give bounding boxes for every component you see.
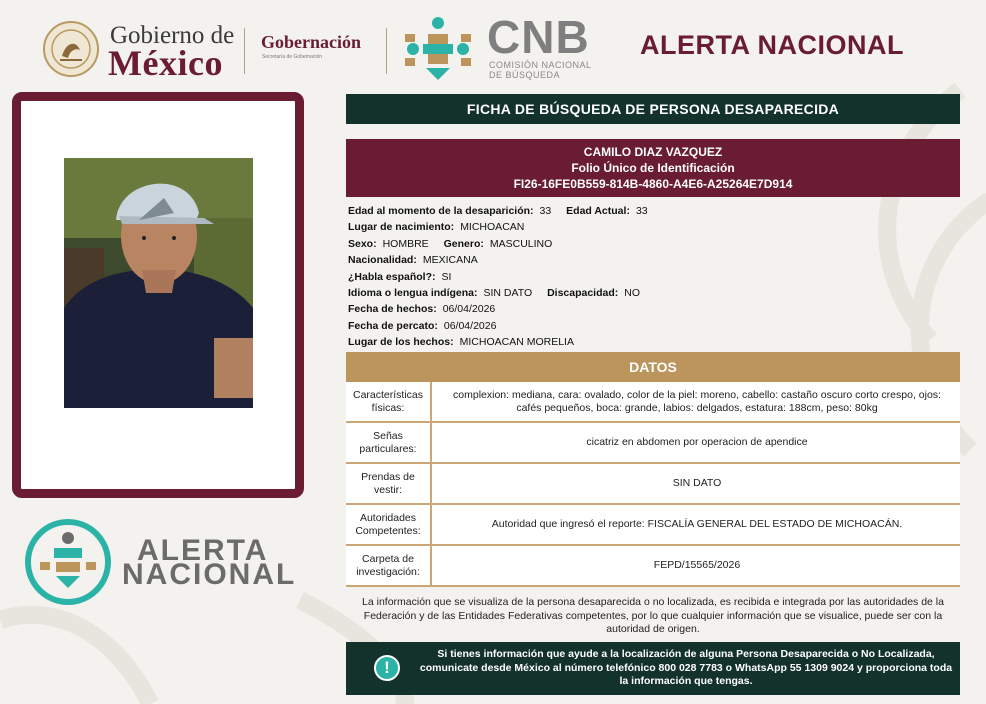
person-photo [64, 158, 253, 408]
row-value: FEPD/15565/2026 [653, 559, 741, 571]
datos-title: DATOS [346, 352, 960, 382]
header-divider [244, 28, 245, 74]
alerta-nacional-title: ALERTA NACIONAL [640, 30, 904, 60]
row-value: SIN DATO [672, 477, 722, 489]
info-row: Idioma o lengua indígena: SIN DATO Discapacidad: NO [348, 286, 641, 299]
header-divider [386, 28, 387, 74]
contact-banner [346, 642, 960, 695]
datos-table [346, 382, 960, 587]
row-label: Características físicas: [352, 388, 424, 414]
table-row [346, 382, 960, 423]
gobernacion-text: Gobernación [261, 32, 362, 52]
cnb-logo-icon [401, 14, 475, 84]
cell-divider [430, 423, 432, 462]
row-label: Carpeta de investigación: [356, 552, 420, 578]
folio-label: Folio Único de Identificación [571, 161, 735, 175]
ficha-title: FICHA DE BÚSQUEDA DE PERSONA DESAPARECIDA [346, 94, 960, 124]
cnb-subtitle: COMISIÓN NACIONAL DE BÚSQUEDA [489, 60, 592, 80]
info-row: Fecha de percato: 06/04/2026 [348, 319, 497, 332]
gobernacion-subtext: Secretaría de Gobernación [262, 54, 323, 60]
person-info [348, 203, 958, 351]
info-row: Fecha de hechos: 06/04/2026 [348, 303, 496, 316]
info-row: Edad al momento de la desaparición: 33 Edad Actual: 33 [348, 205, 648, 217]
person-name: CAMILO DIAZ VAZQUEZ [583, 145, 723, 159]
row-value: complexion: mediana, cara: ovalado, color de la piel: moreno, cabello: castaño oscuro corto crespo, ojos: cafés pequeños, boca: grande, labios: delgados, estatura: 188cm, peso: 80kg [453, 388, 941, 414]
cell-divider [430, 382, 432, 421]
name-block [346, 139, 960, 197]
alerta-nacional-logo-icon [24, 518, 112, 606]
info-row: Sexo: HOMBRE Genero: MASCULINO [348, 237, 553, 250]
mexico-text: México [108, 43, 223, 83]
info-row: Nacionalidad: MEXICANA [348, 254, 478, 267]
contact-text: Si tienes información que ayude a la localización de alguna Persona Desaparecida o No Localizada, comunicate desde México al número telefónico 800 028 7783 o WhatsApp 55 1309 9024 y proporciona toda la información que tengas. [419, 648, 953, 687]
mexico-seal-icon [42, 20, 100, 78]
header [0, 0, 986, 88]
alert-icon: ! [374, 655, 400, 681]
table-row [346, 464, 960, 505]
disclaimer-text: La información que se visualiza de la persona desaparecida o no localizada, es recibida e integrada por las autoridades de la Federación y de las Entidades Federativas competentes, por lo que cualquier información que se visualice, puede ser con la autoridad de origen. [362, 596, 944, 635]
gobierno-de-text: Gobierno de [110, 22, 235, 49]
cell-divider [430, 546, 432, 585]
info-row: Lugar de los hechos: MICHOACAN MORELIA [348, 336, 574, 349]
folio-id: FI26-16FE0B559-814B-4860-A4E6-A25264E7D914 [513, 177, 793, 191]
info-row: Lugar de nacimiento: MICHOACAN [348, 221, 525, 234]
cell-divider [430, 505, 432, 544]
row-label: Autoridades Competentes: [355, 511, 421, 537]
alerta-text: ALERTA [137, 534, 269, 567]
cnb-text: CNB [487, 11, 590, 63]
row-value: Autoridad que ingresó el reporte: FISCALÍA GENERAL DEL ESTADO DE MICHOACÁN. [491, 518, 903, 530]
row-label: Prendas de vestir: [361, 470, 415, 496]
table-row [346, 546, 960, 587]
nacional-text: NACIONAL [122, 558, 297, 591]
row-label: Señas particulares: [359, 429, 417, 455]
table-row [346, 423, 960, 464]
cell-divider [430, 464, 432, 503]
table-row [346, 505, 960, 546]
row-value: cicatriz en abdomen por operacion de apendice [586, 436, 808, 448]
info-row: ¿Habla español?: SI [348, 270, 452, 283]
